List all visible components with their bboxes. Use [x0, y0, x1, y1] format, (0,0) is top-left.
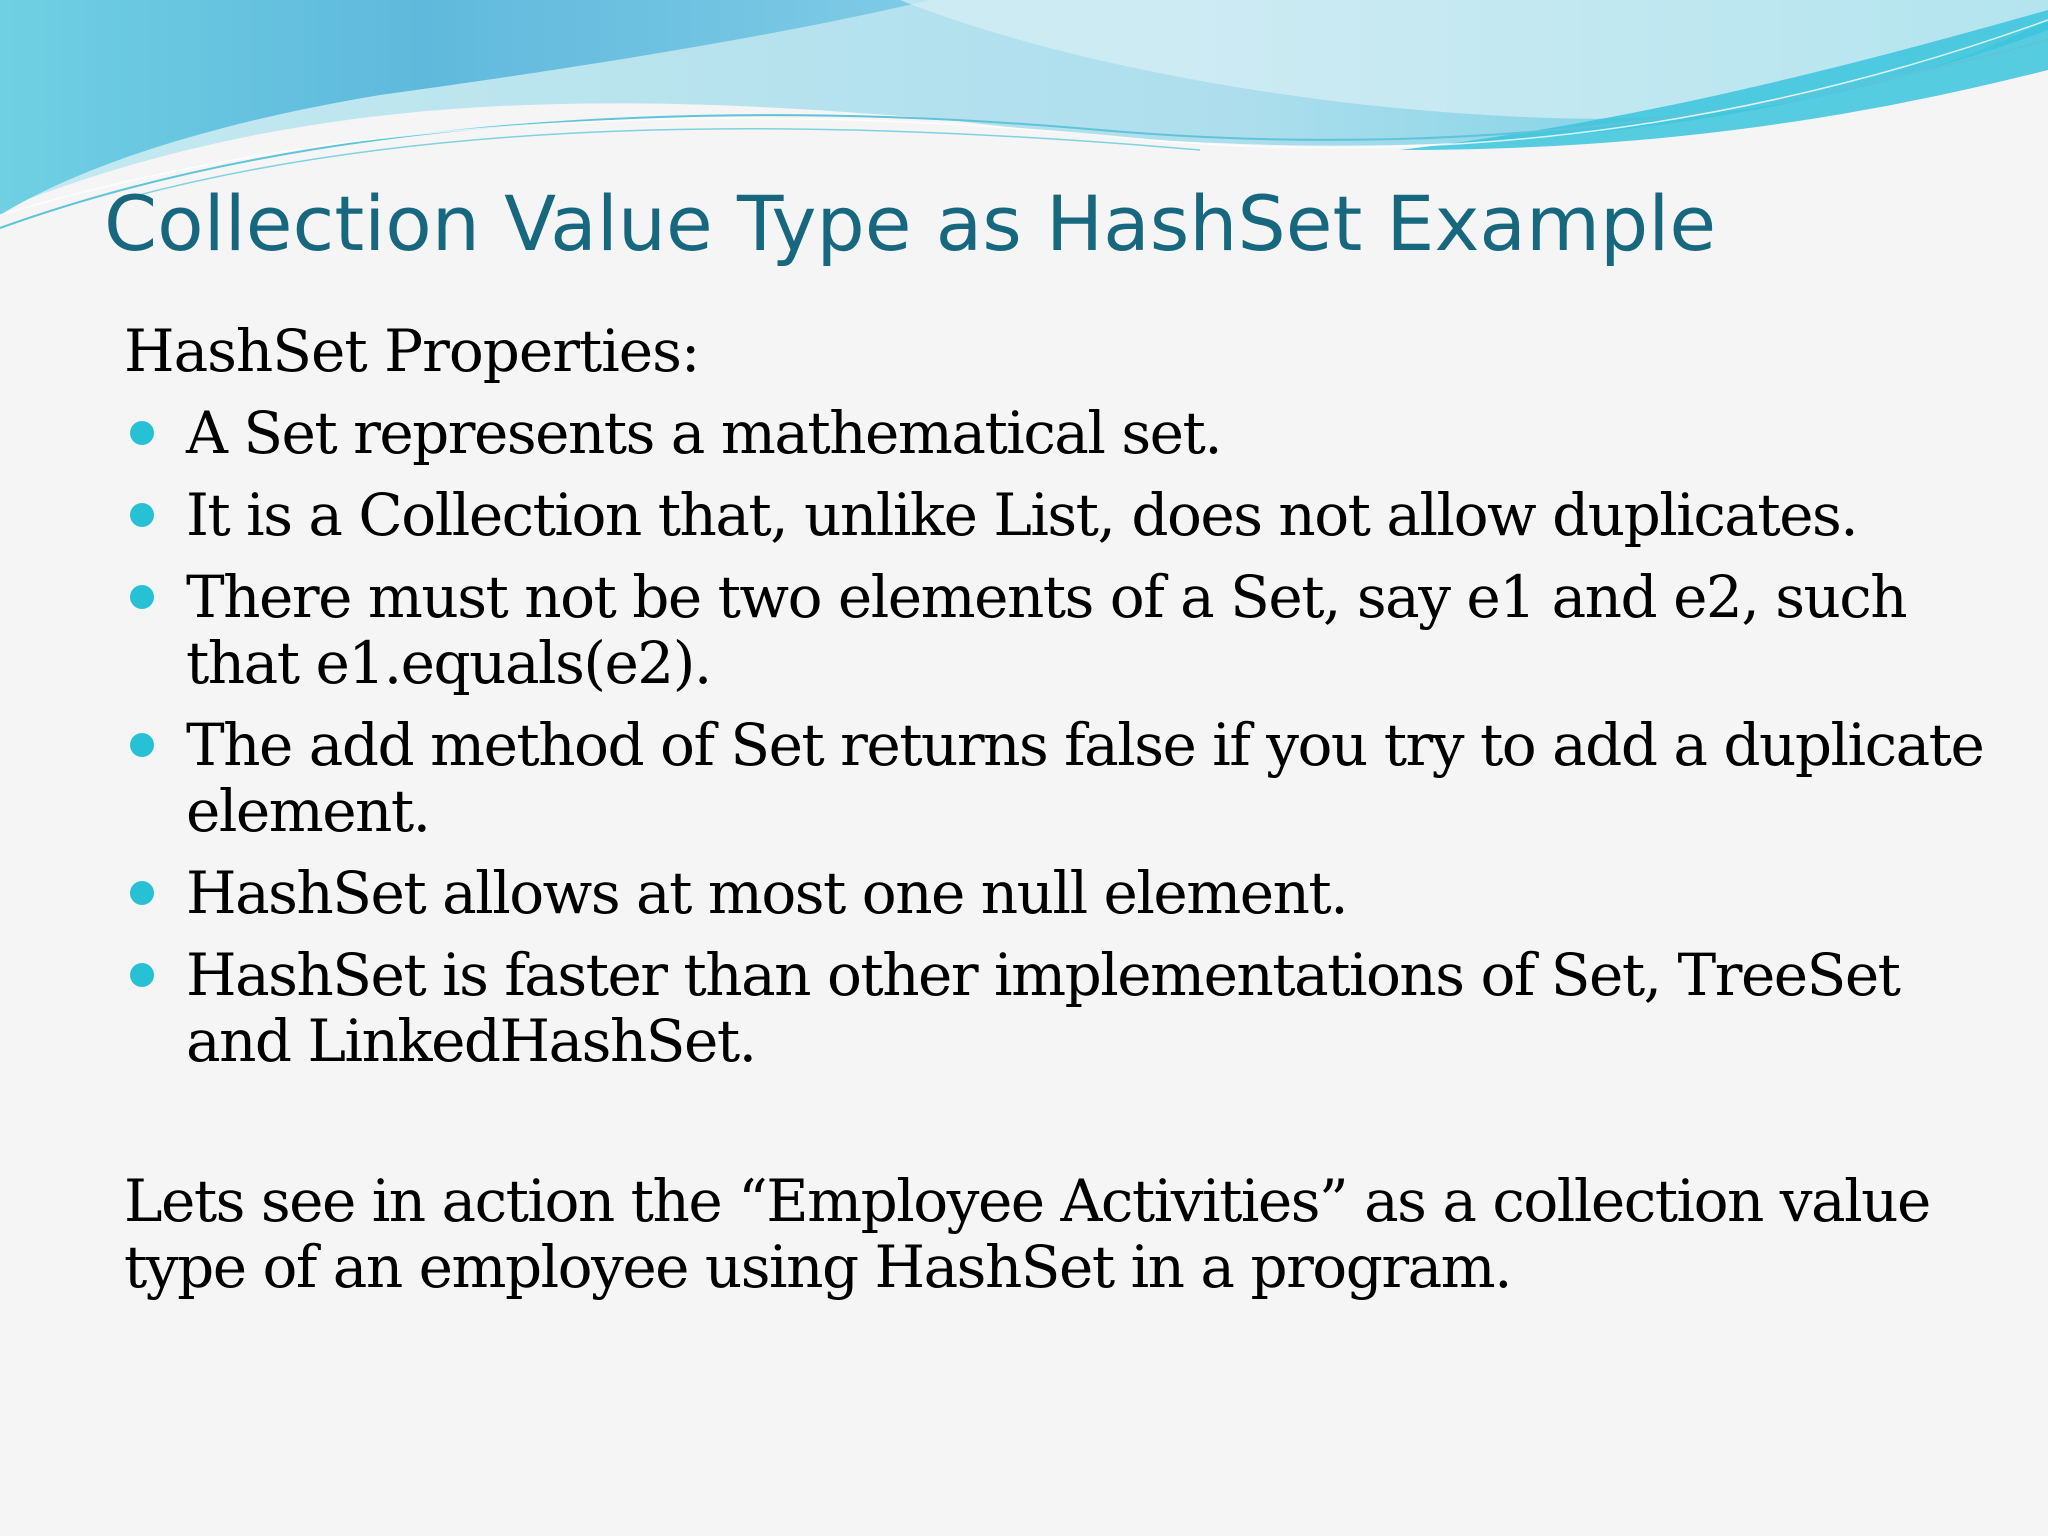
bullet-dot-icon: [130, 421, 154, 445]
list-item: [124, 712, 2004, 844]
bullet-text: There must not be two elements of a Set, say e1 and e2, such that e1.equals(e2).: [186, 563, 1907, 697]
bullet-dot-icon: [130, 963, 154, 987]
bullet-text: A Set represents a mathematical set.: [186, 399, 1222, 467]
bullet-text: HashSet is faster than other implementations of Set, TreeSet and LinkedHashSet.: [186, 941, 1900, 1075]
intro-text: HashSet Properties:: [124, 317, 700, 385]
list-item: [124, 400, 2004, 466]
bullet-dot-icon: [130, 733, 154, 757]
bullet-text: The add method of Set returns false if you try to add a duplicate element.: [186, 711, 1984, 845]
bullet-dot-icon: [130, 503, 154, 527]
list-item: [124, 482, 2004, 548]
slide-body: [124, 318, 2004, 1300]
closing-text: Lets see in action the “Employee Activities” as a collection value type of an employee using HashSet in a program.: [124, 1167, 1930, 1301]
bullet-dot-icon: [130, 881, 154, 905]
list-item: [124, 860, 2004, 926]
bullet-text: It is a Collection that, unlike List, does not allow duplicates.: [186, 481, 1858, 549]
bullet-text: HashSet allows at most one null element.: [186, 859, 1348, 927]
bullet-list: [124, 400, 2004, 1074]
list-item: [124, 564, 2004, 696]
bullet-dot-icon: [130, 585, 154, 609]
list-item: [124, 942, 2004, 1074]
slide-title: Collection Value Type as HashSet Example: [104, 179, 1717, 268]
